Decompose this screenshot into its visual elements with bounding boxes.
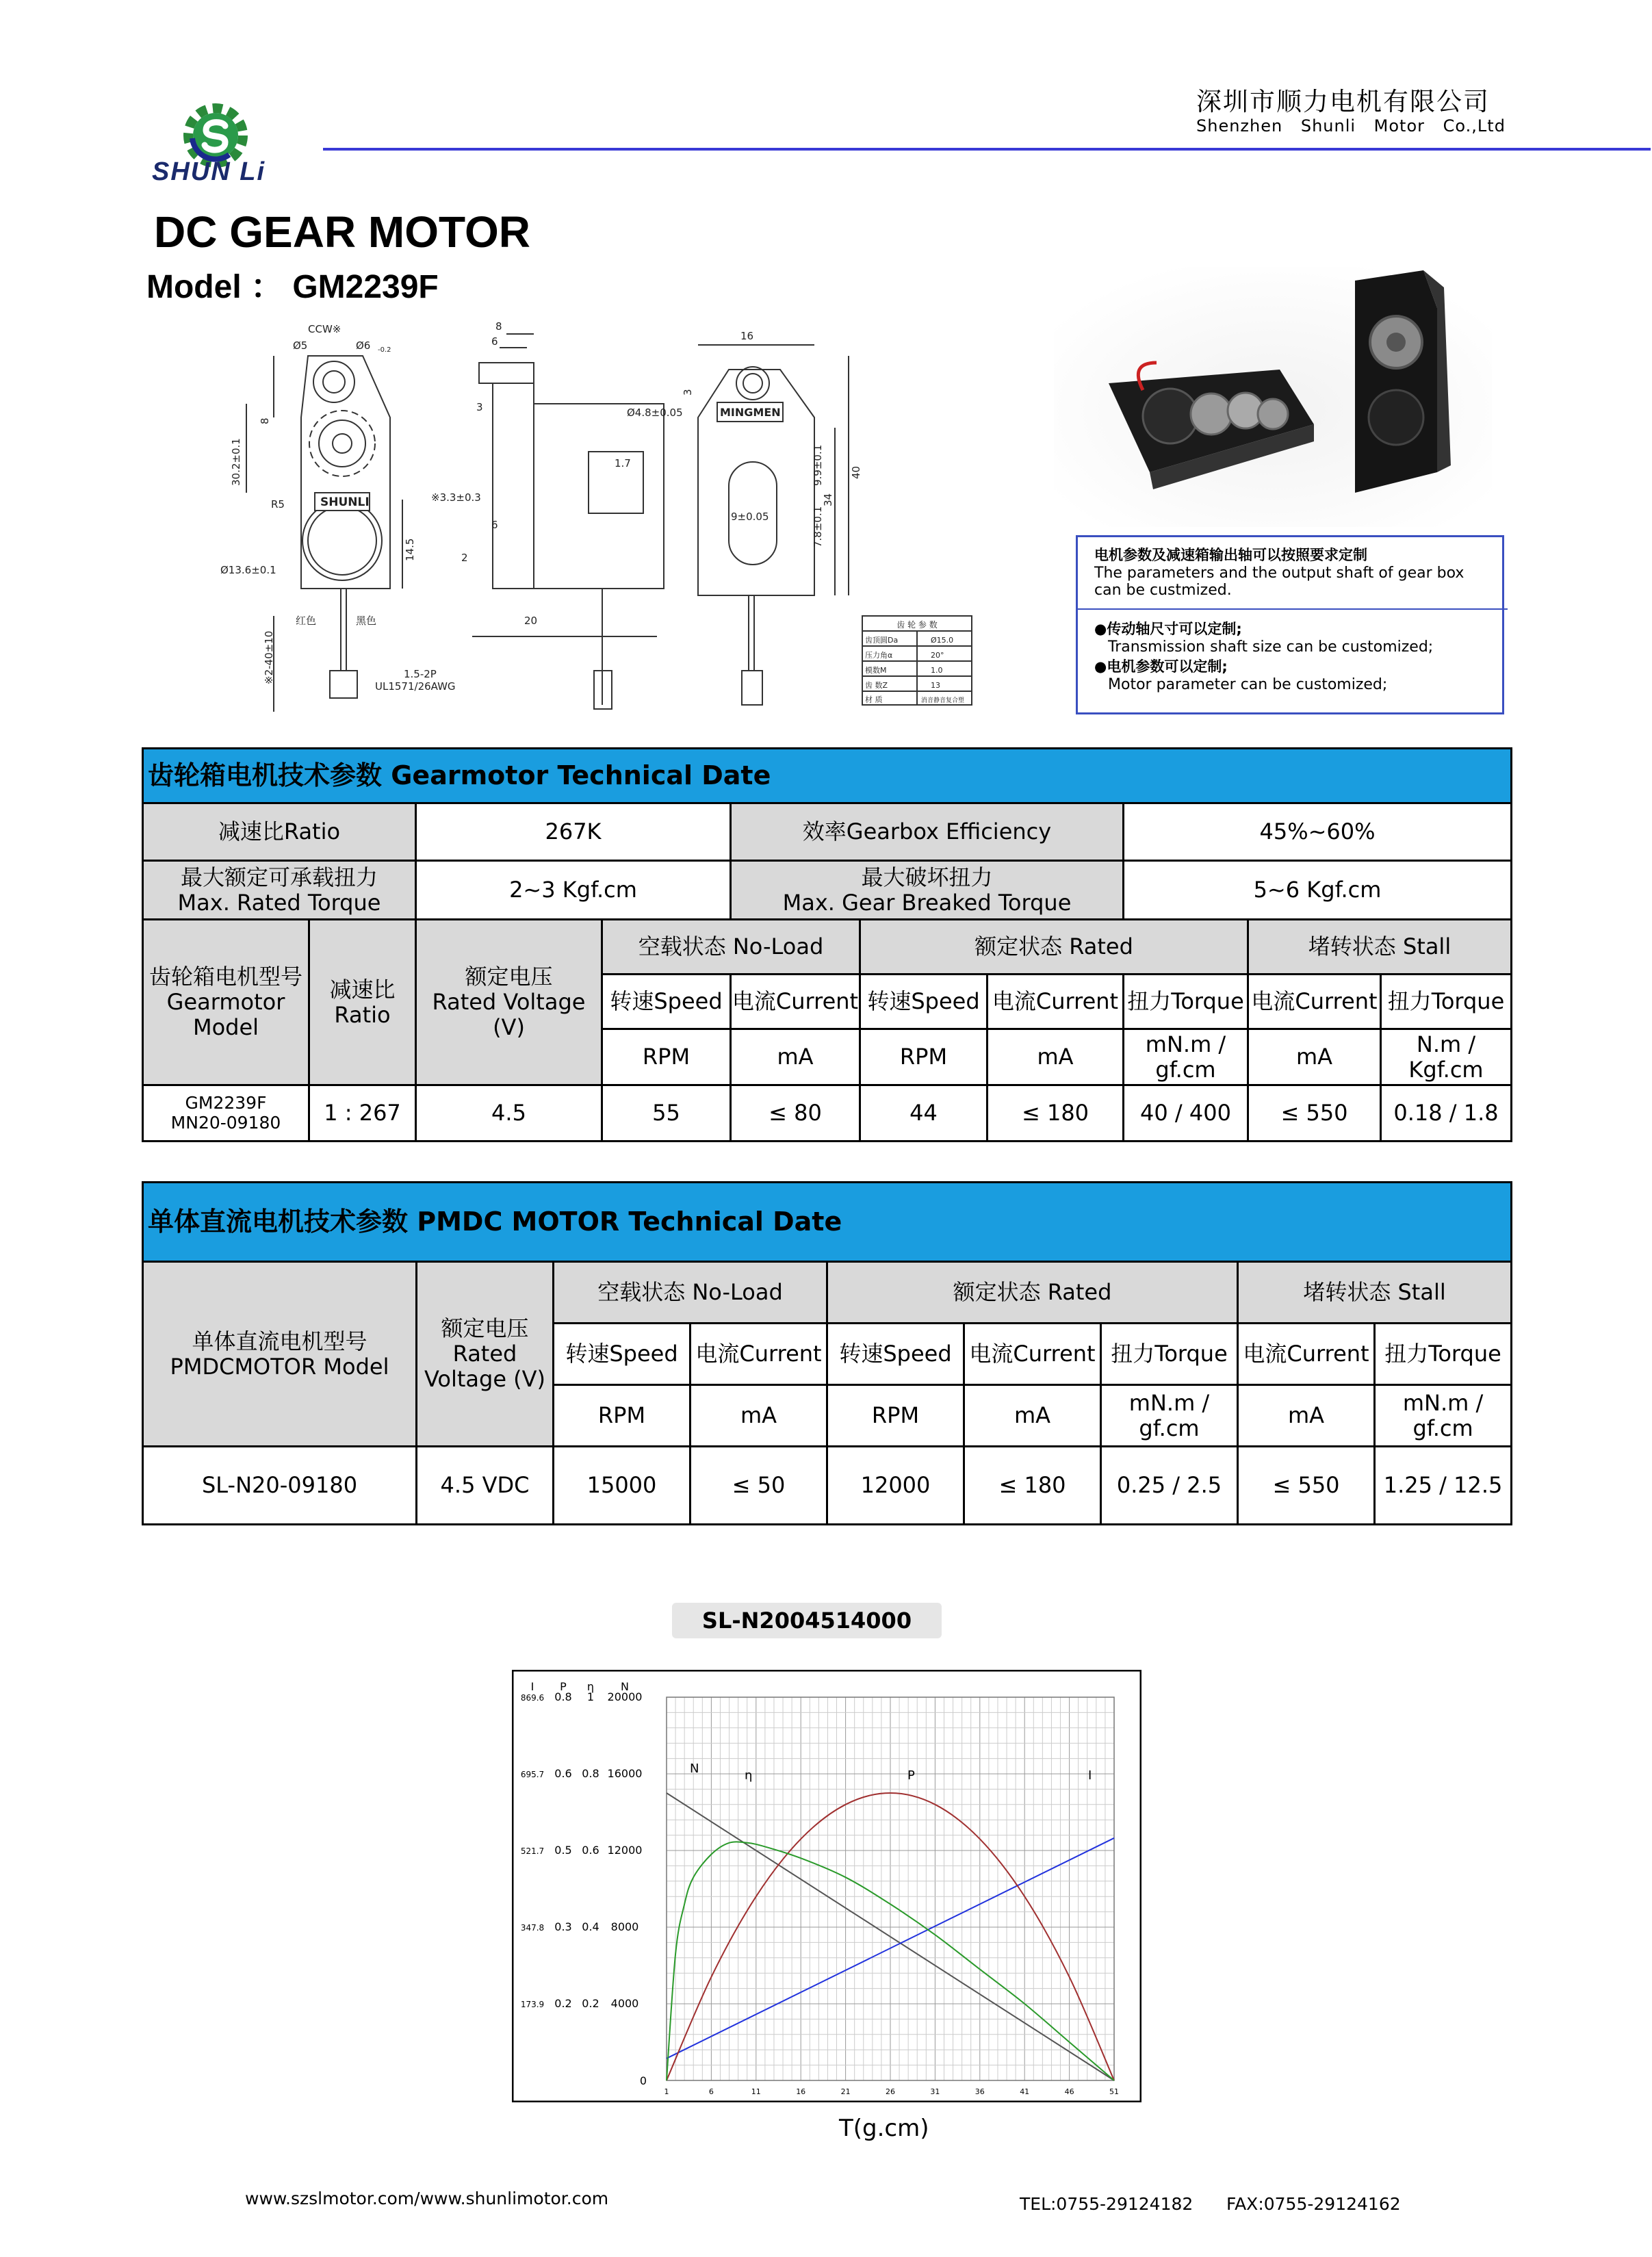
- drawing-label-conn: 1.5-2P: [404, 668, 437, 680]
- chart-y-tick-label: 1: [586, 1690, 595, 1703]
- gearmotor-model-header-cn: 齿轮箱电机型号: [149, 964, 302, 990]
- unit-nm: N.m / Kgf.cm: [1381, 1029, 1512, 1085]
- efficiency-value: 45%~60%: [1124, 803, 1512, 861]
- chart-y-tick-label: 0.2: [582, 1997, 599, 2010]
- drawing-side-6: 6: [491, 335, 498, 348]
- chart-y-tick-label: 16000: [607, 1767, 643, 1780]
- ratio-label: 减速比Ratio: [143, 803, 416, 861]
- chart-axis-header: η: [586, 1680, 595, 1693]
- gearmotor-model-line1: GM2239F: [185, 1092, 267, 1113]
- note-line-1-en: The parameters and the output shaft of gear box can be custmized.: [1094, 565, 1464, 599]
- gearmotor-model-cell: [143, 1085, 309, 1142]
- drawing-label-d136: Ø13.6±0.1: [220, 564, 276, 576]
- drawing-front-9: 9±0.05: [731, 511, 769, 523]
- col-header-torque: 扭力Torque: [1375, 1324, 1512, 1385]
- drawing-front-99: 9.9±0.1: [812, 444, 824, 486]
- chart-curve-label: η: [745, 1768, 753, 1783]
- col-header-current: 电流Current: [964, 1324, 1101, 1385]
- table-row: [143, 1085, 1512, 1142]
- chart-x-tick-label: 46: [1064, 2087, 1074, 2096]
- pmdc-voltage-header-en: Rated Voltage (V): [424, 1341, 546, 1392]
- drawing-front-34: 34: [822, 493, 834, 506]
- gear-table-title: 齿 轮 参 数: [896, 620, 938, 630]
- break-torque-value: 5~6 Kgf.cm: [1124, 861, 1512, 920]
- gear-table-cell: 消音静音复合塑: [921, 697, 965, 704]
- col-header-speed: 转速Speed: [860, 975, 988, 1029]
- chart-y-tick-label: 869.6: [520, 1693, 545, 1703]
- gearmotor-model-header: [143, 920, 309, 1085]
- customization-note-box: [1076, 535, 1504, 714]
- chart-x-tick-label: 21: [840, 2087, 851, 2096]
- chart-x-tick-label: 36: [975, 2087, 985, 2096]
- unit-ma: mA: [988, 1029, 1124, 1085]
- chart-x-tick-label: 1: [664, 2087, 669, 2096]
- stall-header: 堵转状态 Stall: [1248, 920, 1512, 975]
- pmdc-voltage-header: [417, 1262, 554, 1447]
- gear-table-cell: 1.0: [931, 666, 943, 675]
- drawing-side-33: ※3.3±0.3: [431, 491, 481, 504]
- drawing-label-red: 红色: [296, 615, 317, 627]
- pmdc-stall-header: 堵转状态 Stall: [1238, 1262, 1512, 1324]
- chart-y-tick-label: 173.9: [520, 2000, 545, 2009]
- drawing-label-dim30: 30.2±0.1: [230, 438, 242, 486]
- ratio-header: [309, 920, 416, 1085]
- pmdc-rated-torque-cell: 0.25 / 2.5: [1101, 1447, 1238, 1525]
- drawing-label-d5: Ø5: [293, 339, 308, 352]
- chart-y-tick-label: 4000: [610, 1997, 639, 2010]
- drawing-side-8: 8: [495, 320, 502, 333]
- col-header-current: 电流Current: [691, 1324, 827, 1385]
- chart-y-tick-label: 0.3: [554, 1920, 572, 1933]
- chart-y-tick-label: 0.8: [582, 1767, 599, 1780]
- chart-x-tick-label: 41: [1020, 2087, 1030, 2096]
- chart-y-tick-label: 8000: [610, 1920, 639, 1933]
- unit-mnm: mN.m / gf.cm: [1375, 1385, 1512, 1447]
- drawing-label-lead: ※2-40±10: [263, 630, 275, 684]
- pmdc-voltage-cell: 4.5 VDC: [417, 1447, 554, 1525]
- pmdc-noload-speed-cell: 15000: [554, 1447, 691, 1525]
- chart-x-tick-label: 6: [708, 2087, 714, 2096]
- drawing-label-dim145: 14.5: [404, 538, 416, 561]
- drawing-label-d6: Ø6: [356, 339, 371, 352]
- pmdc-rated-header: 额定状态 Rated: [827, 1262, 1238, 1324]
- note-line-2-en: Transmission shaft size can be customized;: [1108, 639, 1434, 656]
- gear-table-cell: Ø15.0: [931, 636, 954, 645]
- chart-axis-header: P: [560, 1680, 567, 1693]
- table-row: [143, 1447, 1512, 1525]
- pmdc-rated-current-cell: ≤ 180: [964, 1447, 1101, 1525]
- rated-torque-label-en: Max. Rated Torque: [177, 889, 381, 916]
- chart-y-tick-label: 0.4: [582, 1920, 599, 1933]
- gear-table-cell: 齿顶圆Da: [865, 636, 899, 645]
- voltage-header: [416, 920, 602, 1085]
- unit-rpm: RPM: [554, 1385, 691, 1447]
- gear-table-cell: 13: [931, 681, 940, 690]
- drawing-side-17: 1.7: [615, 457, 631, 469]
- col-header-current: 电流Current: [1238, 1324, 1375, 1385]
- company-name-cn: 深圳市顺力电机有限公司: [1196, 87, 1490, 116]
- drawing-label-ccw: CCW※: [308, 323, 341, 335]
- unit-mnm: mN.m / gf.cm: [1101, 1385, 1238, 1447]
- chart-y-tick-label: 0.6: [582, 1844, 599, 1857]
- footer-website: www.szslmotor.com/www.shunlimotor.com: [245, 2189, 609, 2208]
- chart-y-tick-label: 0.6: [554, 1767, 572, 1780]
- chart-y-tick-label: 0.2: [554, 1997, 572, 2010]
- col-header-current: 电流Current: [731, 975, 860, 1029]
- pmdc-table-title: 单体直流电机技术参数 PMDC MOTOR Technical Date: [143, 1183, 1512, 1262]
- ratio-value: 267K: [416, 803, 731, 861]
- col-header-torque: 扭力Torque: [1381, 975, 1512, 1029]
- drawing-front-48: Ø4.8±0.05: [627, 407, 683, 419]
- ratio-header-cn: 减速比: [329, 976, 396, 1003]
- break-torque-label-cn: 最大破坏扭力: [861, 864, 993, 890]
- rated-speed-cell: 44: [860, 1085, 988, 1142]
- header-divider: [323, 148, 1651, 151]
- voltage-cell: 4.5: [416, 1085, 602, 1142]
- chart-x-tick-label: 51: [1109, 2087, 1119, 2096]
- technical-drawing: [219, 315, 985, 725]
- unit-rpm: RPM: [827, 1385, 964, 1447]
- rated-header: 额定状态 Rated: [860, 920, 1248, 975]
- col-header-torque: 扭力Torque: [1124, 975, 1248, 1029]
- pmdc-model-header-en: PMDCMOTOR Model: [170, 1353, 389, 1380]
- chart-curve-label: I: [1088, 1768, 1092, 1783]
- unit-ma: mA: [1248, 1029, 1381, 1085]
- chart-y-tick-label: 347.8: [520, 1923, 545, 1933]
- drawing-mingmen: MINGMEN: [720, 406, 781, 419]
- gearmotor-table-title: 齿轮箱电机技术参数 Gearmotor Technical Date: [143, 749, 1512, 803]
- chart-curve-label: P: [907, 1768, 915, 1783]
- product-photo: [1054, 267, 1492, 527]
- chart-y-tick-label: 521.7: [520, 1846, 545, 1856]
- voltage-header-cn: 额定电压: [465, 964, 553, 990]
- chart-x-tick-label: 16: [796, 2087, 806, 2096]
- rated-torque-label: [143, 861, 416, 920]
- chart-axis-header: N: [621, 1680, 629, 1693]
- performance-chart: [512, 1670, 1141, 2102]
- unit-ma: mA: [731, 1029, 860, 1085]
- unit-ma: mA: [691, 1385, 827, 1447]
- chart-y-tick-label: 20000: [607, 1690, 643, 1703]
- voltage-header-en: Rated Voltage (V): [432, 989, 586, 1040]
- rated-torque-cell: 40 / 400: [1124, 1085, 1248, 1142]
- company-name-en: Shenzhen Shunli Motor Co.,Ltd: [1196, 116, 1506, 136]
- drawing-label-r5: R5: [271, 498, 285, 511]
- pmdc-voltage-header-cn: 额定电压: [441, 1315, 529, 1342]
- pmdc-noload-header: 空载状态 No-Load: [554, 1262, 827, 1324]
- chart-x-tick-label: 31: [930, 2087, 940, 2096]
- chart-x-axis-label: T(g.cm): [839, 2115, 929, 2142]
- col-header-speed: 转速Speed: [827, 1324, 964, 1385]
- drawing-front-78: 7.8±0.1: [812, 506, 824, 547]
- drawing-side-3: 3: [476, 401, 483, 413]
- col-header-current: 电流Current: [1248, 975, 1381, 1029]
- chart-title: SL-N2004514000: [672, 1603, 942, 1638]
- drawing-side-20: 20: [524, 615, 538, 627]
- gearmotor-model-header-en: Gearmotor Model: [166, 989, 285, 1040]
- chart-y-tick-label: 695.7: [520, 1770, 545, 1779]
- ratio-cell: 1 : 267: [309, 1085, 416, 1142]
- drawing-side-2: 2: [461, 552, 468, 564]
- pmdc-model-header: [143, 1262, 417, 1447]
- drawing-label-dim8: 8: [259, 417, 271, 424]
- pmdc-rated-speed-cell: 12000: [827, 1447, 964, 1525]
- col-header-speed: 转速Speed: [554, 1324, 691, 1385]
- drawing-label-black: 黑色: [356, 615, 377, 627]
- gear-table-cell: 齿 数Z: [865, 681, 888, 690]
- gear-table-cell: 模数M: [865, 666, 887, 675]
- rated-torque-label-cn: 最大额定可承载扭力: [180, 864, 378, 890]
- gear-table-cell: 20°: [931, 651, 944, 660]
- drawing-label-d6-tol: -0.2: [378, 346, 391, 354]
- drawing-front-16: 16: [740, 330, 754, 342]
- unit-mnm: mN.m / gf.cm: [1124, 1029, 1248, 1085]
- unit-rpm: RPM: [602, 1029, 731, 1085]
- logo-text: SHUN Li: [152, 157, 266, 186]
- note-line-2-cn: ●传动轴尺寸可以定制;: [1094, 621, 1242, 637]
- ratio-header-en: Ratio: [334, 1001, 391, 1028]
- col-header-torque: 扭力Torque: [1101, 1324, 1238, 1385]
- chart-y-tick-label: 12000: [607, 1844, 643, 1857]
- col-header-speed: 转速Speed: [602, 975, 731, 1029]
- unit-ma: mA: [964, 1385, 1101, 1447]
- chart-y-tick-zero: 0: [639, 2074, 647, 2087]
- chart-curve-label: N: [690, 1762, 699, 1776]
- noload-speed-cell: 55: [602, 1085, 731, 1142]
- chart-axis-header: I: [530, 1680, 534, 1693]
- chart-x-tick-label: 11: [751, 2087, 761, 2096]
- note-line-1-cn: 电机参数及减速箱输出轴可以按照要求定制: [1094, 547, 1367, 563]
- break-torque-label: [731, 861, 1124, 920]
- pmdc-stall-torque-cell: 1.25 / 12.5: [1375, 1447, 1512, 1525]
- chart-y-tick-label: 0.5: [554, 1844, 572, 1857]
- footer-fax: FAX:0755-29124162: [1226, 2194, 1401, 2214]
- pmdc-stall-current-cell: ≤ 550: [1238, 1447, 1375, 1525]
- model-number: Model ： GM2239F: [146, 269, 439, 305]
- drawing-front-3: 3: [682, 389, 694, 396]
- chart-x-tick-label: 26: [886, 2087, 895, 2096]
- drawing-brand: SHUNLI: [320, 495, 370, 509]
- noload-current-cell: ≤ 80: [731, 1085, 860, 1142]
- pmdc-model-cell: SL-N20-09180: [143, 1447, 417, 1525]
- note-line-3-en: Motor parameter can be customized;: [1108, 676, 1388, 693]
- gear-table-cell: 压力角α: [865, 651, 893, 660]
- document-title: DC GEAR MOTOR: [154, 207, 530, 257]
- footer-telephone: TEL:0755-29124182: [1020, 2194, 1193, 2214]
- gear-table-cell: 材 质: [865, 695, 883, 704]
- stall-torque-cell: 0.18 / 1.8: [1381, 1085, 1512, 1142]
- unit-rpm: RPM: [860, 1029, 988, 1085]
- pmdc-spec-table: [142, 1181, 1512, 1525]
- break-torque-label-en: Max. Gear Breaked Torque: [782, 889, 1072, 916]
- drawing-side-6b: 6: [491, 519, 498, 531]
- drawing-front-40: 40: [850, 465, 862, 479]
- gearmotor-model-line2: MN20-09180: [170, 1112, 281, 1133]
- gearmotor-spec-table: [142, 747, 1512, 1142]
- stall-current-cell: ≤ 550: [1248, 1085, 1381, 1142]
- unit-ma: mA: [1238, 1385, 1375, 1447]
- col-header-current: 电流Current: [988, 975, 1124, 1029]
- pmdc-noload-current-cell: ≤ 50: [691, 1447, 827, 1525]
- chart-y-tick-label: 0.8: [554, 1690, 572, 1703]
- rated-torque-value: 2~3 Kgf.cm: [416, 861, 731, 920]
- drawing-label-wire: UL1571/26AWG: [375, 680, 456, 693]
- pmdc-model-header-cn: 单体直流电机型号: [192, 1328, 367, 1354]
- efficiency-label: 效率Gearbox Efficiency: [731, 803, 1124, 861]
- noload-header: 空载状态 No-Load: [602, 920, 860, 975]
- note-line-3-cn: ●电机参数可以定制;: [1094, 658, 1228, 675]
- rated-current-cell: ≤ 180: [988, 1085, 1124, 1142]
